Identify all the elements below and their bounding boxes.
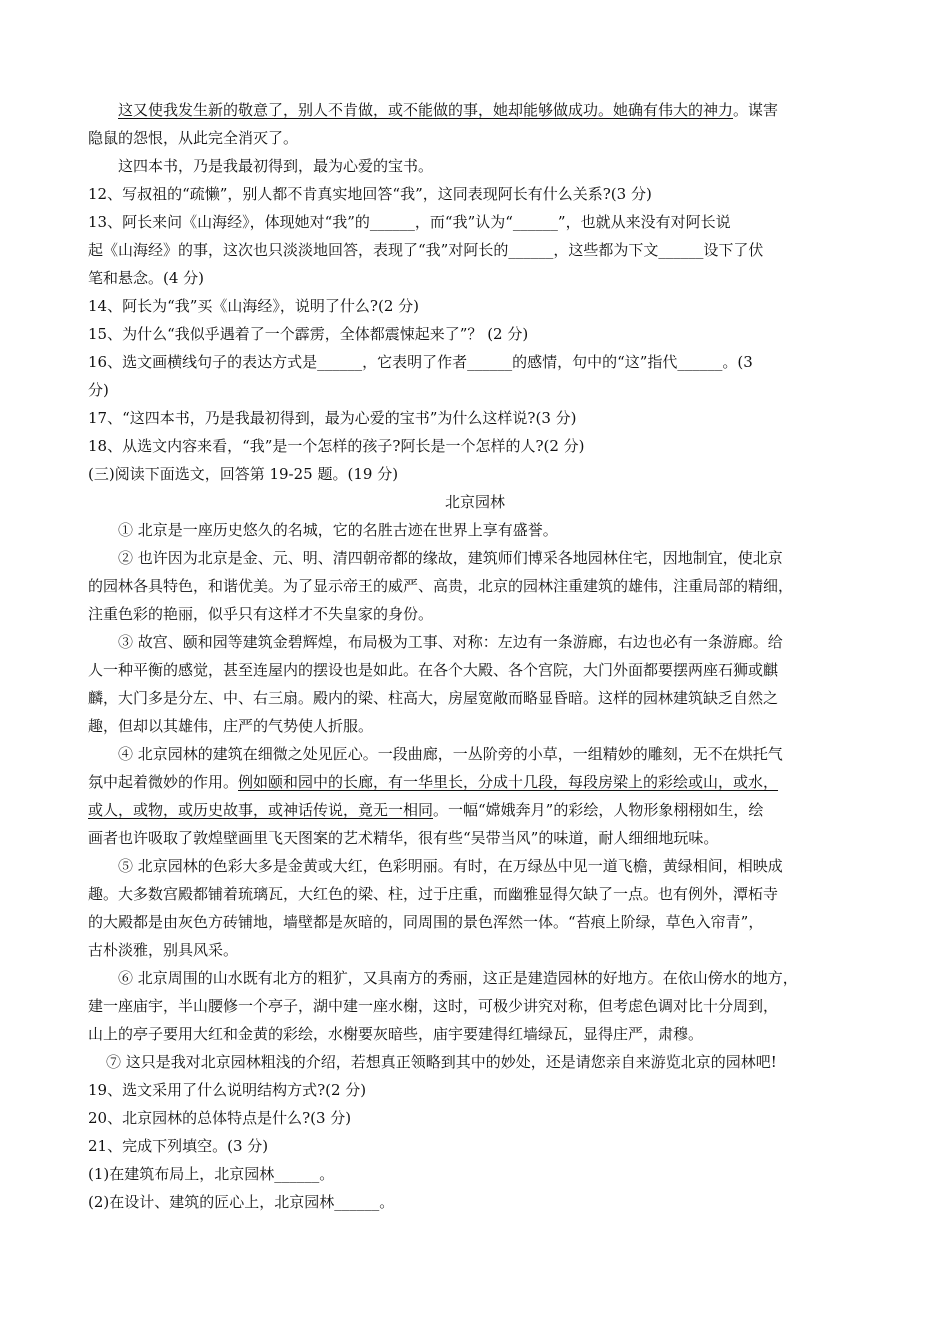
question-18: 18、从选文内容来看，“我”是一个怎样的孩子?阿长是一个怎样的人?(2 分) (88, 437, 585, 455)
intro-line-2: 隐鼠的怨恨，从此完全消灭了。 (88, 129, 299, 147)
paragraph-2-line-2: 的园林各具特色，和谐优美。为了显示帝王的威严、高贵，北京的园林注重建筑的雄伟，注重局部的精细， (88, 577, 794, 595)
paragraph-5-line-3: 的大殿都是由灰色方砖铺地，墙壁都是灰暗的，同周围的景色浑然一体。“苔痕上阶绿，草色入帘青”， (88, 913, 764, 931)
paragraph-4-line-1: ④ 北京园林的建筑在细微之处见匠心。一段曲廊，一丛阶旁的小草，一组精妙的雕刻，无不在烘托气 (118, 745, 783, 763)
section-3-heading: (三)阅读下面选文，回答第 19-25 题。(19 分) (88, 465, 399, 483)
underlined-example-part-2: 或人，或物，或历史故事，或神话传说，竟无一相同 (88, 801, 434, 819)
article-title: 北京园林 (444, 493, 505, 511)
paragraph-3-line-2: 人一种平衡的感觉，甚至连屋内的摆设也是如此。在各个大殿、各个宫院，大门外面都要摆两座石狮或麒 (88, 661, 779, 679)
paragraph-7: ⑦ 这只是我对北京园林粗浅的介绍，若想真正领略到其中的妙处，还是请您亲自来游览北京的园林吧! (106, 1053, 777, 1071)
paragraph-3-line-4: 趣，但却以其雄伟，庄严的气势使人折服。 (88, 717, 374, 735)
paragraph-2-line-1: ② 也许因为北京是金、元、明、清四朝帝都的缘故，建筑师们博采各地园林住宅，因地制宜，使北京 (118, 549, 783, 567)
paragraph-6-line-3: 山上的亭子要用大红和金黄的彩绘，水榭要灰暗些，庙宇要建得红墙绿瓦，显得庄严，肃穆。 (88, 1025, 704, 1043)
question-16-line-1: 16、选文画横线句子的表达方式是______，它表明了作者______的感情，句中的“这”指代______。(3 (88, 353, 753, 371)
paragraph-4-line-2 (88, 768, 778, 796)
question-12: 12、写叔祖的“疏懒”，别人都不肯真实地回答“我”，这同表现阿长有什么关系?(3 分) (88, 185, 652, 203)
paragraph-5-line-4: 古朴淡雅，别具风采。 (88, 941, 239, 959)
paragraph-4-line-2-plain: 氛中起着微妙的作用。 (88, 773, 239, 791)
question-15: 15、为什么“我似乎遇着了一个霹雳，全体都震悚起来了”？ (2 分) (88, 325, 529, 343)
paragraph-4-line-3-rest: 。一幅“嫦娥奔月”的彩绘，人物形象栩栩如生，绘 (433, 801, 764, 819)
question-21: 21、完成下列填空。(3 分) (88, 1137, 269, 1155)
question-13-line-2: 起《山海经》的事，这次也只淡淡地回答，表现了“我”对阿长的______，这些都为下文______设下了伏 (88, 241, 764, 259)
underlined-example-part-1: 例如颐和园中的长廊，有一华里长，分成十几段，每段房梁上的彩绘或山，或水， (238, 773, 779, 791)
question-21-item-1: (1)在建筑布局上，北京园林______。 (88, 1165, 335, 1183)
paragraph-5-line-2: 趣。大多数宫殿都铺着琉璃瓦，大红色的梁、柱，过于庄重，而幽雅显得欠缺了一点。也有例外，潭柘寺 (88, 885, 779, 903)
paragraph-4-line-3 (88, 796, 763, 824)
paragraph-1: ① 北京是一座历史悠久的名城，它的名胜古迹在世界上享有盛誉。 (118, 521, 558, 539)
paragraph-2-line-3: 注重色彩的艳丽，似乎只有这样才不失皇家的身份。 (88, 605, 434, 623)
paragraph-6-line-1: ⑥ 北京周围的山水既有北方的粗犷，又具南方的秀丽，这正是建造园林的好地方。在依山傍水的地方， (118, 969, 798, 987)
question-17: 17、“这四本书，乃是我最初得到，最为心爱的宝书”为什么这样说?(3 分) (88, 409, 577, 427)
question-14: 14、阿长为“我”买《山海经》，说明了什么?(2 分) (88, 297, 419, 315)
question-16-line-2: 分) (88, 381, 109, 399)
question-20: 20、北京园林的总体特点是什么?(3 分) (88, 1109, 352, 1127)
books-paragraph: 这四本书，乃是我最初得到，最为心爱的宝书。 (118, 157, 434, 175)
intro-line-1-rest: 。谋害 (733, 101, 779, 119)
question-21-item-2: (2)在设计、建筑的匠心上，北京园林______。 (88, 1193, 395, 1211)
question-19: 19、选文采用了什么说明结构方式?(2 分) (88, 1081, 367, 1099)
paragraph-3-line-1: ③ 故宫、颐和园等建筑金碧辉煌，布局极为工事、对称：左边有一条游廊，右边也必有一条游廊。给 (118, 633, 783, 651)
question-13-line-1: 13、阿长来问《山海经》，体现她对“我”的______，而“我”认为“______”，也就从来没有对阿长说 (88, 213, 731, 231)
paragraph-4-line-4: 画者也许吸取了敦煌壁画里飞天图案的艺术精华，很有些“吴带当风”的味道，耐人细细地玩味。 (88, 829, 719, 847)
paragraph-5-line-1: ⑤ 北京园林的色彩大多是金黄或大红，色彩明丽。有时，在万绿丛中见一道飞檐，黄绿相间，相映成 (118, 857, 783, 875)
paragraph-3-line-3: 麟，大门多是分左、中、右三扇。殿内的梁、柱高大，房屋宽敞而略显昏暗。这样的园林建筑缺乏自然之 (88, 689, 779, 707)
paragraph-6-line-2: 建一座庙宇，半山腰修一个亭子，湖中建一座水榭，这时，可极少讲究对称，但考虑色调对比十分周到， (88, 997, 779, 1015)
intro-line-1 (118, 96, 778, 124)
question-13-line-3: 笔和悬念。(4 分) (88, 269, 205, 287)
underlined-sentence: 这又使我发生新的敬意了，别人不肯做，或不能做的事，她却能够做成功。她确有伟大的神力 (118, 101, 734, 119)
